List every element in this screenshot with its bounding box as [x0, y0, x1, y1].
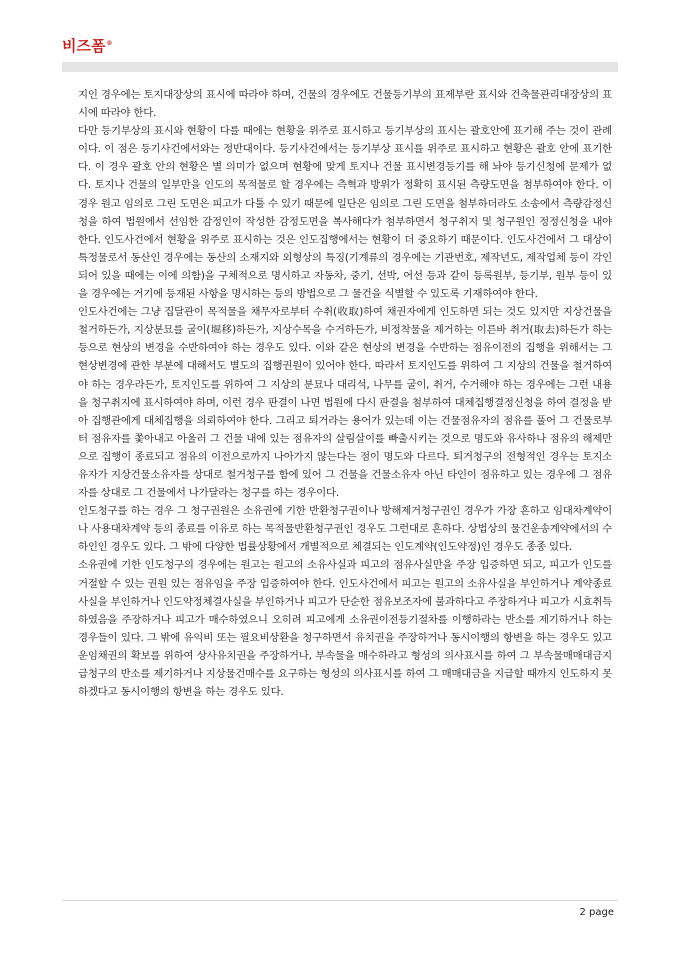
paragraph-3: 인도사건에는 그냥 집달관이 목적물을 채무자로부터 수취(收取)하여 채권자에게 인도하면 되는 것도 있지만 지상건물을 철거하든가, 지상분묘를 굴이(堀移)하든가, 지상수목을 수거하든가, 비정착물을 제거하는 이른바 취거(取去)하든가 하는 등으로 현상의 변경을 수반하여야 하는 경우도 있다. 이와 같은 현상의 변경을 수반하는 점유이전의 집행을 위해서는 그 현상변경에 관한 부분에 대해서도 별도의 집행권원이 있어야 한다. 따라서 토지인도를 위하여 그 지상의 건물을 철거하여야 하는 경우라든가, 토지인도를 위하여 그 지상의 분묘나 대리석, 나무를 굴이, 취거, 수거해야 하는 경우에는 그런 내용을 청구취지에 표시하여야 하며, 이런 경우 판결이 나면 법원에 다시 판결을 첨부하여 대체집행결정신청을 하여 결정을 받아 집행관에게 대체집행을 의뢰하여야 한다. 그리고 퇴거라는 용어가 있는데 이는 건물점유자의 점유를 풀어 그 건물로부터 점유자를 쫓아내고 아울러 그 건물 내에 있는 점유자의 살림살이를 빠출시키는 것으로 명도와 유사하나 점유의 해제만으로 집행이 종료되고 점유의 이전으로까지 나아가지 않는다는 점이 명도와 다르다. 퇴거청구의 전형적인 경우는 토지소유자가 지상건물소유자를 상대로 철거청구를 함에 있어 그 건물을 건물소유자 아닌 타인이 점유하고 있는 경우에 그 점유자를 상대로 그 건물에서 나가달라는 청구를 하는 경우이다. — [78, 306, 612, 500]
paragraph-2: 다만 등기부상의 표시와 현황이 다를 때에는 현황을 위주로 표시하고 등기부상의 표시는 괄호안에 표기해 주는 것이 관례이다. 이 점은 등기사건에서와는 정반대이다. 등기사건에서는 등기부상 표시를 위주로 표시하고 현황은 괄호 안에 표기한다. 이 경우 괄호 안의 현황은 별 의미가 없으며 현황에 맞게 토지나 건물 표시변경등기를 해 놔야 등기신청에 문제가 없다. 토지나 건물의 일부만을 인도의 목적물로 할 경우에는 측혁과 방위가 정확히 표시된 측량도면을 첨부하여야 한다. 이 경우 원고 임의로 그린 도면은 피고가 다툴 수 있기 때문에 일단은 임의로 그린 도면을 첨부하더라도 소송에서 측량감정신청을 하여 법원에서 선임한 감정인이 작성한 감정도면을 복사해다가 첨부하면서 청구취지 및 청구원인 정정신청을 내야 한다. 인도사건에서 현황을 위주로 표시하는 것은 인도집행에서는 현황이 더 중요하기 때문이다. 인도사건에서 그 대상이 특정물로서 동산인 경우에는 동산의 소재지와 외형상의 특징(기계류의 경우에는 기관번호, 제작년도, 제작업체 등이 각인되어 있을 때에는 이에 의함)을 구체적으로 명시하고 자동차, 중기, 선박, 어선 등과 같이 등록원부, 등기부, 원부 등이 있을 경우에는 거기에 등재된 사항을 명시하는 등의 방법으로 그 물건을 식별할 수 있도록 기재하여야 한다. — [78, 125, 612, 301]
paragraph-1: 지인 경우에는 토지대장상의 표시에 따라야 하며, 건물의 경우에도 건물등기부의 표제부란 표시와 건축물관리대장상의 표시에 따라야 한다. — [78, 89, 612, 120]
logo-text: 비즈폼 — [62, 37, 106, 55]
paragraph-5: 소유권에 기한 인도청구의 경우에는 원고는 원고의 소유사실과 피고의 점유사실만을 주장 입증하면 되고, 피고가 인도를 거절할 수 있는 권원 있는 점유임을 주장 입증하여야 한다. 인도사건에서 피고는 원고의 소유사실을 부인하거나 계약종료사실을 부인하거나 인도약정체결사실을 부인하거나 피고가 단순한 점유보조자에 불과하다고 주장하거나 피고가 시효취득하였음을 주장하거나 피고가 매수하였으니 오히려 피고에게 소유권이전등기절차를 이행하라는 반소를 제기하거나 하는 경우들이 있다. 그 밖에 유익비 또는 필요비상환을 청구하면서 유치권을 주장하거나 동시이행의 항변을 하는 경우도 있고 운임채권의 확보를 위하여 상사유치권을 주장하거나, 부속물을 매수하라고 형성의 의사표시를 하여 그 부속물매매대금지급청구의 반소를 제기하거나 지상물건매수를 요구하는 형성의 의사표시를 하여 그 매매대금을 지급할 때까지 인도하지 못하겠다고 동시이행의 항변을 하는 경우도 있다. — [78, 559, 612, 699]
paragraph-4: 인도청구를 하는 경우 그 청구권원은 소유권에 기한 반환청구권이나 방해제거청구권인 경우가 가장 흔하고 임대차계약이나 사용대차계약 등의 종료를 이유로 하는 목적물반환청구권인 경우도 그런대로 흔하다. 상법상의 물건운송계약에서의 수하인인 경우도 있다. 그 밖에 다양한 법률상황에서 개별적으로 체결되는 인도계약(인도약정)인 경우도 종종 있다. — [78, 505, 612, 554]
bizforms-logo — [62, 35, 112, 56]
page-number: 2 page — [579, 907, 614, 918]
header-bar — [62, 62, 618, 72]
registered-mark: ® — [106, 40, 113, 47]
document-body — [78, 86, 612, 701]
footer-divider — [62, 900, 618, 901]
